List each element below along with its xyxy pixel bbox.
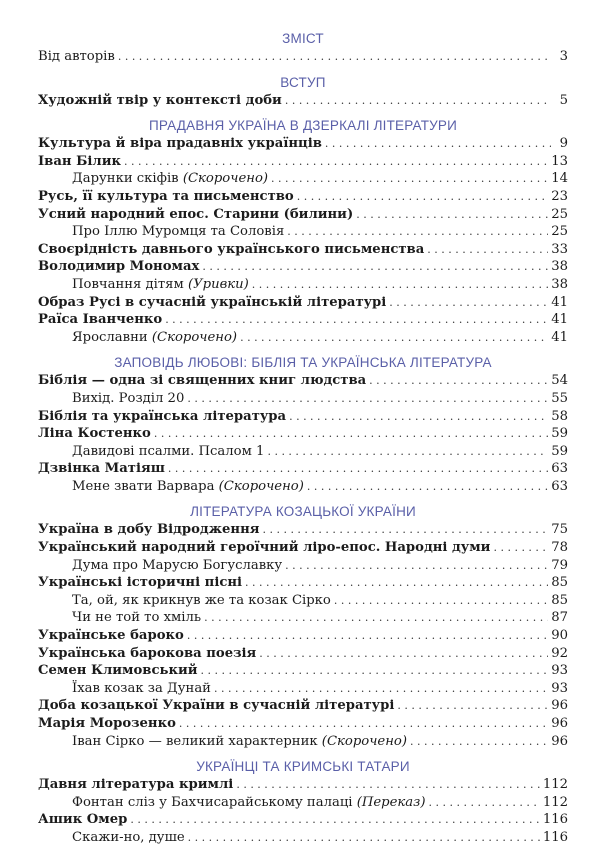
page-number: 38	[551, 276, 568, 292]
dot-leader	[397, 697, 548, 715]
page-number: 25	[551, 224, 568, 240]
page-number: 33	[551, 241, 568, 257]
toc-entry[interactable]	[38, 662, 568, 680]
page-number: 23	[551, 188, 568, 204]
entry-title	[38, 829, 185, 847]
toc-section	[38, 503, 568, 750]
entry-title	[38, 645, 256, 663]
entry-title-text: Ярославни	[72, 329, 152, 345]
toc-section	[38, 30, 568, 66]
page-number: 59	[551, 426, 568, 442]
page-number: 63	[551, 478, 568, 494]
entry-title-text: Дарунки скіфів	[72, 171, 183, 187]
toc-entry[interactable]	[38, 258, 568, 276]
toc-entry[interactable]	[38, 539, 568, 557]
dot-leader	[356, 206, 548, 224]
dot-leader	[188, 829, 540, 847]
entry-title-text: Ліна Костенко	[38, 426, 151, 442]
dot-leader	[179, 715, 548, 733]
entry-title	[38, 574, 242, 592]
entry-title-text: Українське бароко	[38, 628, 184, 644]
entry-title-text: Іван Білик	[38, 153, 122, 169]
entry-title-text: Дума про Марусю Богуславку	[72, 557, 283, 573]
entry-title	[38, 170, 268, 188]
dot-leader	[165, 311, 548, 329]
entry-title	[38, 206, 353, 224]
page-number: 79	[551, 557, 568, 573]
toc-entry[interactable]	[38, 48, 568, 66]
toc-entry[interactable]	[38, 135, 568, 153]
dot-leader	[168, 460, 548, 478]
entry-title	[38, 680, 211, 698]
entry-title	[38, 478, 304, 496]
section-heading: ВСТУП	[280, 74, 326, 90]
toc-section	[38, 117, 568, 346]
entry-title	[38, 733, 407, 751]
dot-leader	[369, 372, 548, 390]
entry-note: (Скорочено)	[218, 478, 304, 494]
toc-entry[interactable]	[38, 627, 568, 645]
dot-leader	[307, 478, 548, 496]
page-number: 96	[551, 733, 568, 749]
entry-title-text: Дзвінка Матіяш	[38, 461, 165, 477]
entry-title-text: Іван Сірко — великий характерник	[72, 733, 322, 749]
entry-note: (Переказ)	[356, 794, 426, 810]
page-number: 116	[542, 812, 568, 828]
page-number: 112	[542, 777, 568, 793]
dot-leader	[252, 276, 548, 294]
entry-title-text: Володимир Мономах	[38, 259, 200, 275]
entry-title-text: Українська барокова поезія	[38, 645, 257, 661]
entry-title	[38, 48, 115, 66]
section-heading: ЗМІСТ	[282, 31, 324, 46]
page-number: 90	[551, 628, 568, 644]
toc-entry[interactable]	[38, 645, 568, 663]
toc-entry[interactable]	[38, 311, 568, 329]
page-number: 25	[551, 206, 568, 222]
page-number: 85	[551, 592, 568, 608]
page-number: 93	[551, 680, 568, 696]
page-number: 112	[542, 794, 568, 810]
toc-section	[38, 758, 568, 846]
entry-title	[38, 372, 366, 390]
entry-title-text: Раїса Іванченко	[38, 312, 163, 328]
entry-note: (Скорочено)	[182, 171, 269, 187]
dot-leader	[267, 443, 548, 461]
dot-leader	[187, 627, 548, 645]
entry-title-text: Вихід. Розділ 20	[72, 390, 185, 406]
toc-entry[interactable]	[38, 294, 568, 312]
entry-note: (Скорочено)	[151, 329, 238, 345]
toc-subentry[interactable]	[38, 829, 568, 847]
page-number: 41	[551, 294, 568, 310]
entry-title-text: Та, ой, як крикнув же та козак Сірко	[72, 592, 331, 608]
entry-title-text: Давня література кримлі	[38, 777, 234, 793]
page-number: 87	[551, 610, 568, 626]
dot-leader	[334, 592, 548, 610]
toc-entry[interactable]	[38, 776, 568, 794]
entry-title-text: Усний народний епос. Старини (билини)	[38, 206, 354, 222]
entry-title	[38, 425, 151, 443]
entry-title-text: Повчання дітям	[72, 276, 188, 292]
section-heading: ПРАДАВНЯ УКРАЇНА В ДЗЕРКАЛІ ЛІТЕРАТУРИ	[148, 118, 458, 134]
page-number: 93	[551, 663, 568, 679]
page-number: 9	[559, 136, 568, 152]
toc-entry[interactable]	[38, 408, 568, 426]
entry-title	[38, 609, 201, 627]
toc-entry[interactable]	[38, 241, 568, 259]
entry-title-text: Про Іллю Муромця та Соловія	[72, 224, 285, 240]
dot-leader	[429, 794, 540, 812]
page-number: 59	[551, 443, 568, 459]
toc-subentry[interactable]	[38, 443, 568, 461]
toc-entry[interactable]	[38, 715, 568, 733]
page-number: 5	[559, 92, 568, 108]
entry-title	[38, 241, 424, 259]
toc-entry[interactable]	[38, 153, 568, 171]
page-number: 13	[551, 153, 568, 169]
entry-title	[38, 776, 233, 794]
dot-leader	[214, 680, 548, 698]
entry-title-text: Фонтан сліз у Бахчисарайському палаці	[72, 794, 357, 810]
entry-title-text: Біблія та українська література	[38, 408, 287, 424]
toc-entry[interactable]	[38, 460, 568, 478]
toc-entry[interactable]	[38, 811, 568, 829]
toc-subentry[interactable]	[38, 592, 568, 610]
entry-title	[38, 408, 286, 426]
page-number: 78	[551, 540, 568, 556]
dot-leader	[325, 135, 551, 153]
dot-leader	[187, 390, 548, 408]
dot-leader	[427, 241, 548, 259]
entry-title-text: Культура й віра прадавніх українців	[38, 136, 322, 152]
toc-subentry[interactable]	[38, 733, 568, 751]
page-number: 96	[551, 716, 568, 731]
toc-entry[interactable]	[38, 574, 568, 592]
toc-subentry[interactable]	[38, 557, 568, 575]
page-number: 63	[551, 461, 568, 477]
entry-note: (Уривки)	[187, 276, 249, 292]
dot-leader	[118, 48, 551, 66]
dot-leader	[236, 776, 540, 794]
entry-title	[38, 662, 198, 680]
section-heading: УКРАЇНЦІ ТА КРИМСЬКІ ТАТАРИ	[196, 759, 410, 775]
toc-subentry[interactable]	[38, 478, 568, 496]
entry-title	[38, 188, 294, 206]
toc-subentry[interactable]	[38, 680, 568, 698]
entry-title	[38, 715, 176, 733]
dot-leader	[262, 521, 548, 539]
entry-title-text: Українські історичні пісні	[38, 575, 243, 591]
entry-title-text: Мене звати Варвара	[72, 478, 219, 494]
dot-leader	[285, 557, 548, 575]
dot-leader	[245, 574, 548, 592]
entry-title	[38, 92, 282, 110]
dot-leader	[389, 294, 548, 312]
entry-title	[38, 153, 121, 171]
entry-title	[38, 276, 249, 294]
entry-title	[38, 521, 259, 539]
entry-title-text: Скажи-но, душе	[72, 829, 185, 845]
toc-section	[38, 74, 568, 110]
dot-leader	[287, 223, 548, 241]
page-number: 38	[551, 259, 568, 275]
toc-subentry[interactable]	[38, 609, 568, 627]
entry-title-text: Семен Климовський	[38, 663, 198, 679]
table-of-contents	[38, 26, 568, 847]
entry-title-text: Образ Русі в сучасній українській літературі	[38, 294, 387, 310]
toc-subentry[interactable]	[38, 170, 568, 188]
entry-title	[38, 697, 394, 715]
toc-entry[interactable]	[38, 206, 568, 224]
entry-title	[38, 627, 184, 645]
entry-title	[38, 557, 282, 575]
dot-leader	[202, 258, 548, 276]
page-number: 55	[551, 390, 568, 406]
toc-entry[interactable]	[38, 372, 568, 390]
entry-title-text: Доба козацької України в сучасній літературі	[38, 698, 395, 714]
toc-subentry[interactable]	[38, 794, 568, 812]
section-heading: ЗАПОВІДЬ ЛЮБОВІ: БІБЛІЯ ТА УКРАЇНСЬКА ЛІТЕРАТУРА	[114, 355, 492, 371]
dot-leader	[285, 92, 551, 110]
toc-section	[38, 354, 568, 495]
page-number: 85	[551, 575, 568, 591]
entry-title-text: Своєрідність давнього українського письменства	[38, 241, 425, 257]
dot-leader	[271, 170, 548, 188]
entry-title	[38, 539, 490, 557]
entry-title-text: Біблія — одна зі священних книг людства	[38, 373, 367, 389]
page-number: 58	[551, 408, 568, 424]
toc-subentry[interactable]	[38, 223, 568, 241]
entry-title	[38, 390, 184, 408]
entry-title	[38, 223, 284, 241]
entry-title	[38, 443, 264, 461]
section-heading: ЛІТЕРАТУРА КОЗАЦЬКОЇ УКРАЇНИ	[190, 504, 416, 520]
dot-leader	[204, 609, 548, 627]
entry-title-text: Україна в добу Відродження	[38, 522, 260, 538]
entry-title	[38, 294, 386, 312]
dot-leader	[124, 153, 548, 171]
entry-title-text: Русь, її культура та письменство	[38, 188, 294, 204]
entry-title	[38, 460, 165, 478]
entry-title	[38, 135, 322, 153]
dot-leader	[130, 811, 539, 829]
dot-leader	[240, 329, 548, 347]
dot-leader	[297, 188, 549, 206]
page-number: 41	[551, 329, 568, 345]
toc-subentry[interactable]	[38, 276, 568, 294]
page-number: 75	[551, 522, 568, 538]
entry-title-text: Ашик Омер	[38, 812, 128, 828]
toc-entry[interactable]	[38, 92, 568, 110]
entry-title	[38, 329, 237, 347]
page-number: 54	[551, 373, 568, 389]
entry-title	[38, 794, 426, 812]
entry-title-text: Український народний героїчний ліро-епос. Народні думи	[38, 540, 491, 556]
entry-title-text: Від авторів	[38, 49, 115, 64]
dot-leader	[154, 425, 548, 443]
dot-leader	[289, 408, 548, 426]
toc-subentry[interactable]	[38, 390, 568, 408]
entry-title	[38, 811, 127, 829]
entry-title-text: Їхав козак за Дунай	[72, 680, 211, 696]
entry-title	[38, 592, 331, 610]
entry-title-text: Марія Морозенко	[38, 716, 176, 731]
entry-title	[38, 311, 162, 329]
page-number: 3	[559, 49, 568, 64]
dot-leader	[493, 539, 548, 557]
page-number: 14	[551, 171, 568, 187]
toc-entry[interactable]	[38, 425, 568, 443]
dot-leader	[201, 662, 549, 680]
entry-title	[38, 258, 199, 276]
entry-note: (Скорочено)	[321, 733, 408, 749]
entry-title-text: Художній твір у контексті доби	[38, 92, 282, 108]
page-number: 116	[542, 829, 568, 845]
toc-entry[interactable]	[38, 188, 568, 206]
dot-leader	[259, 645, 548, 663]
toc-subentry[interactable]	[38, 329, 568, 347]
page-number: 92	[551, 645, 568, 661]
entry-title-text: Давидові псалми. Псалом 1	[72, 443, 265, 459]
dot-leader	[410, 733, 548, 751]
toc-entry[interactable]	[38, 521, 568, 539]
toc-entry[interactable]	[38, 697, 568, 715]
page-number: 96	[551, 698, 568, 714]
page-number: 41	[551, 312, 568, 328]
entry-title-text: Чи не той то хміль	[72, 610, 202, 626]
